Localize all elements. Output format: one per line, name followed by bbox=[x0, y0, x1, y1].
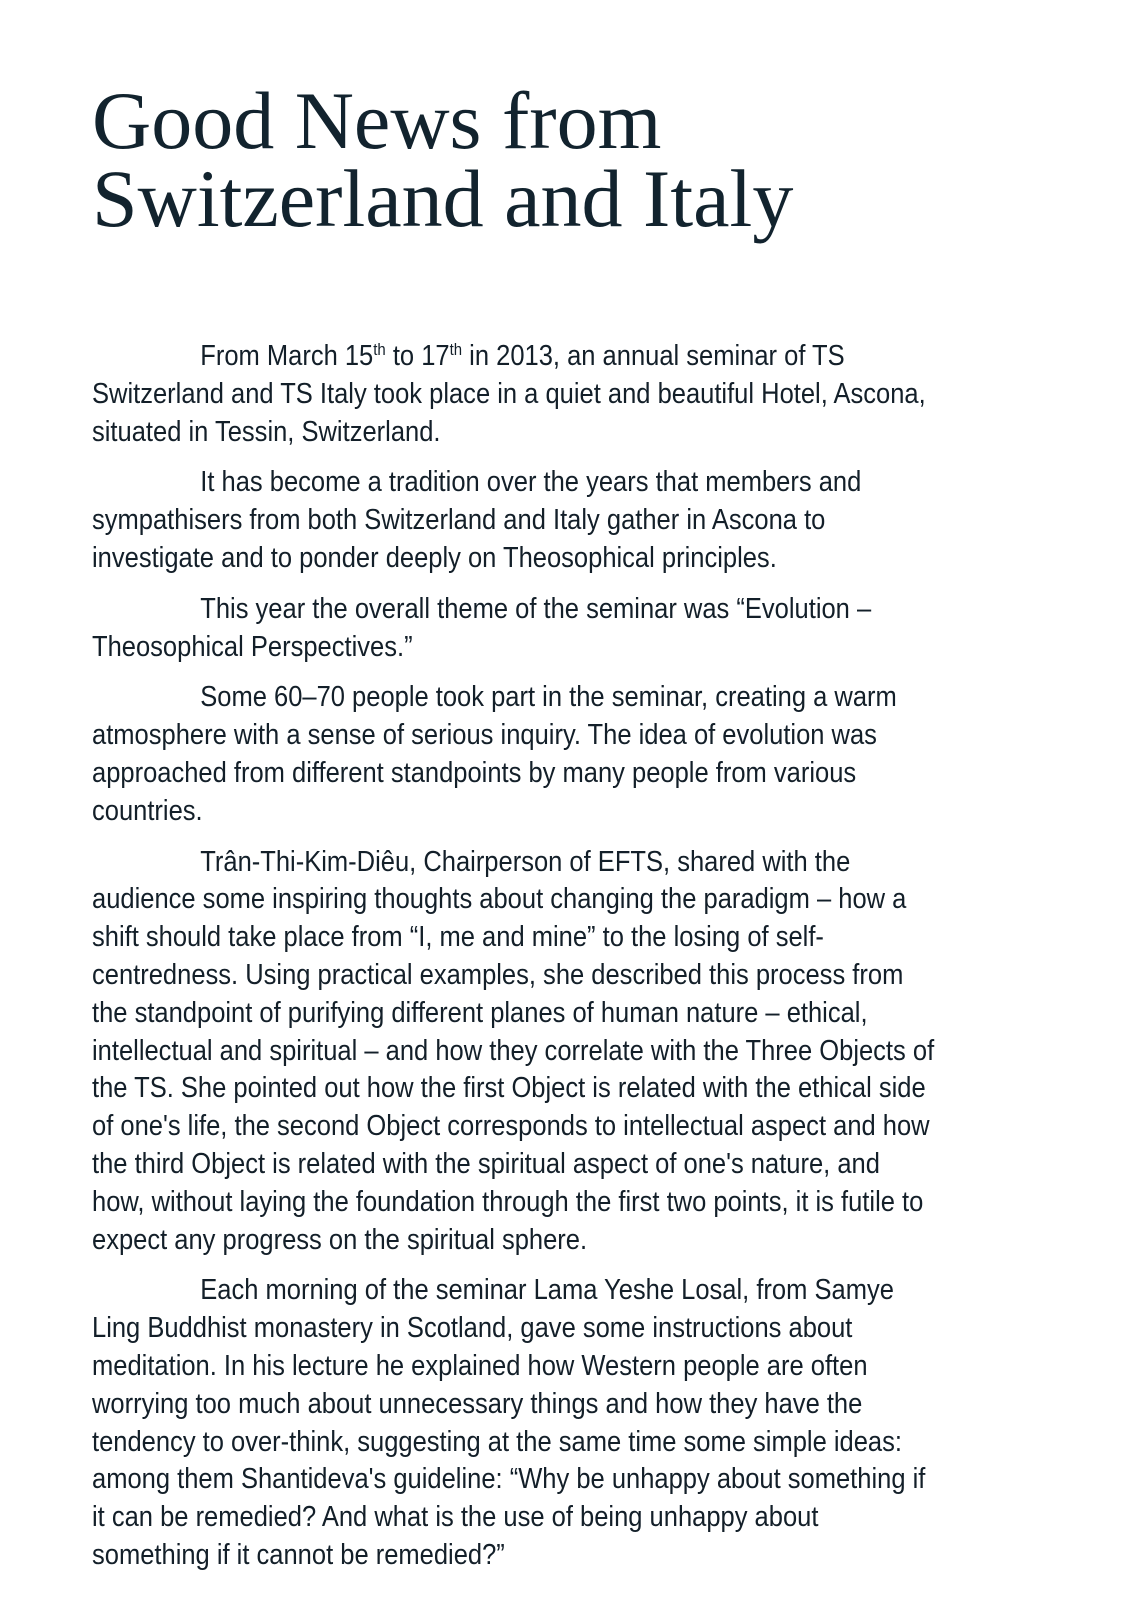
paragraph-4: Some 60–70 people took part in the seminar, creating a warm atmosphere with a sense of serious inquiry. The idea of evolution was approached from different standpoints by many people from various countries. bbox=[92, 681, 897, 827]
paragraph-1-text-a: From March 15 bbox=[200, 340, 374, 372]
paragraph-2: It has become a tradition over the years that members and sympathisers from both Switzerland and Italy gather in Ascona to investigate and to ponder deeply on Theosophical principles. bbox=[92, 466, 862, 574]
ordinal-suffix: th bbox=[449, 340, 463, 359]
paragraph-3: This year the overall theme of the seminar was “Evolution – Theosophical Perspectives.” bbox=[92, 592, 872, 663]
ordinal-suffix: th bbox=[373, 340, 386, 359]
article-body bbox=[92, 338, 937, 1588]
title-line-1: Good News from bbox=[92, 75, 662, 166]
paragraph-6: Each morning of the seminar Lama Yeshe Losal, from Samye Ling Buddhist monastery in Scotland, gave some instructions about meditation. In his lecture he explained how Western people are often worrying too much about unnecessary things and how they have the tendency to over-think, suggesting at the same time some simple ideas: among them Shantideva's guideline: “Why be unhappy about something if it can be remedied? And what is the use of being unhappy about something if it cannot be remedied?” bbox=[92, 1274, 926, 1571]
paragraph-1 bbox=[92, 338, 937, 451]
paragraph-5: Trân-Thi-Kim-Diêu, Chairperson of EFTS, shared with the audience some inspiring thoughts about changing the paradigm – how a shift should take place from “I, me and mine” to the losing of self-centredness. Using practical examples, she described this process from the standpoint of purifying different planes of human nature – ethical, intellectual and spiritual – and how they correlate with the Three Objects of the TS. She pointed out how the first Object is related with the ethical side of one's life, the second Object corresponds to intellectual aspect and how the third Object is related with the spiritual aspect of one's nature, and how, without laying the foundation through the first two points, it is futile to expect any progress on the spiritual sphere. bbox=[92, 845, 935, 1256]
paragraph-1-text-b: to 17 bbox=[385, 340, 450, 372]
article-title bbox=[92, 75, 1072, 244]
title-line-2: Switzerland and Italy bbox=[92, 153, 794, 244]
paragraph-1-text-c: in 2013, an annual seminar of TS Switzerland and TS Italy took place in a quiet and beautiful Hotel, Ascona, situated in Tessin, Switzerland. bbox=[92, 340, 926, 448]
